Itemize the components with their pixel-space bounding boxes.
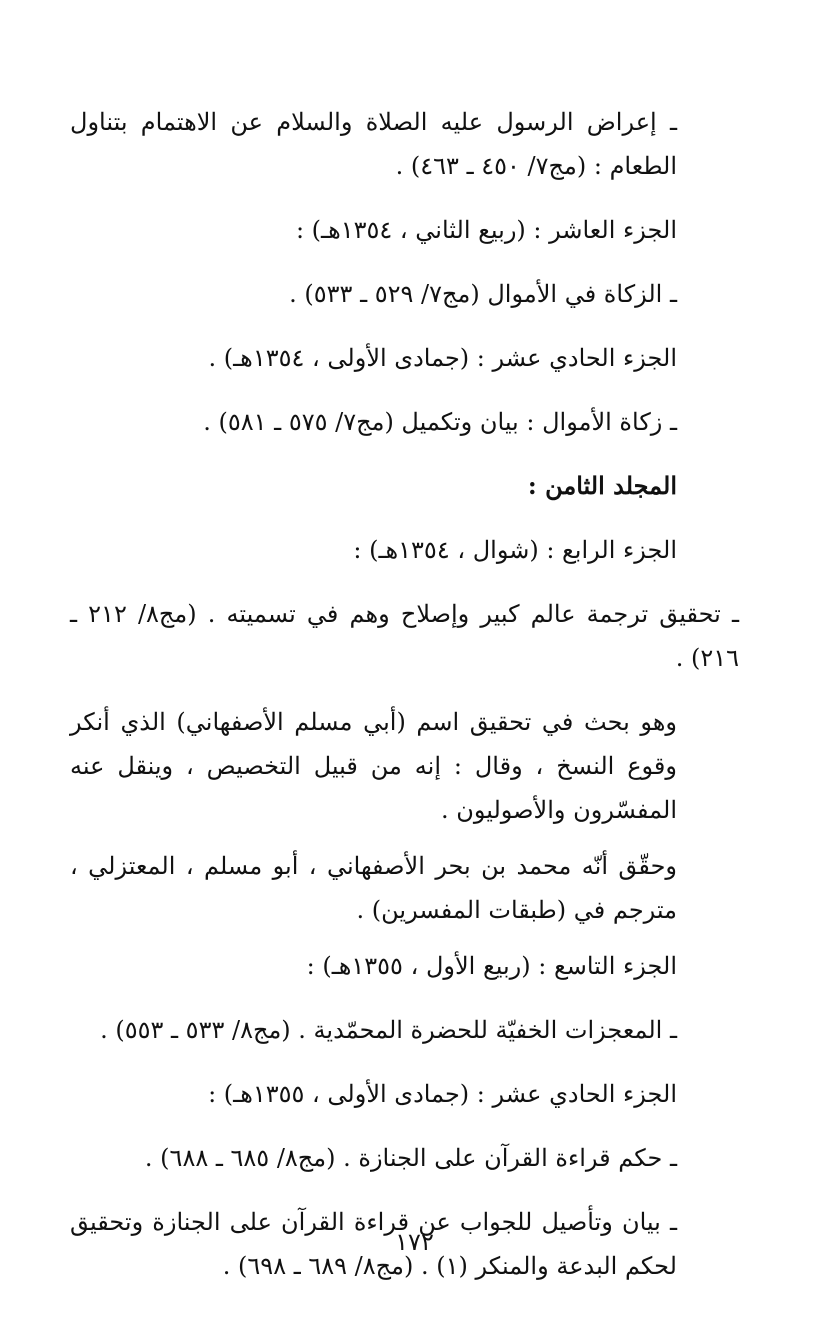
document-page bbox=[70, 100, 739, 1288]
entry-text: ـ إعراض الرسول عليه الصلاة والسلام عن الاهتمام بتناول الطعام : (مج٧/ ٤٥٠ ـ ٤٦٣) . bbox=[70, 108, 677, 180]
entry-text: ـ تحقيق ترجمة عالم كبير وإصلاح وهم في تسميته . (مج٨/ ٢١٢ ـ ٢١٦) . bbox=[70, 600, 740, 672]
body-paragraph: وحقّق أنّه محمد بن بحر الأصفهاني ، أبو مسلم ، المعتزلي ، مترجم في (طبقات المفسرين) . bbox=[70, 852, 677, 924]
entry-text: ـ الزكاة في الأموال (مج٧/ ٥٢٩ ـ ٥٣٣) . bbox=[289, 280, 677, 308]
entry-text: ـ بيان وتأصيل للجواب عن قراءة القرآن على الجنازة وتحقيق لحكم البدعة والمنكر (١) . (مج٨/ ٦٨٩ ـ ٦٩٨) . bbox=[70, 1208, 677, 1280]
page-number: ١٧٢ bbox=[395, 1228, 434, 1256]
entry-text: ـ زكاة الأموال : بيان وتكميل (مج٧/ ٥٧٥ ـ ٥٨١) . bbox=[203, 408, 677, 436]
body-paragraph: وهو بحث في تحقيق اسم (أبي مسلم الأصفهاني) الذي أنكر وقوع النسخ ، وقال : إنه من قبيل التخصيص ، وينقل عنه المفسّرون والأصوليون . bbox=[70, 708, 677, 824]
part-heading: الجزء الرابع : (شوال ، ١٣٥٤هـ) : bbox=[353, 536, 677, 564]
volume-heading: المجلد الثامن : bbox=[527, 471, 677, 500]
part-heading: الجزء التاسع : (ربيع الأول ، ١٣٥٥هـ) : bbox=[306, 952, 677, 980]
entry-text: ـ المعجزات الخفيّة للحضرة المحمّدية . (مج٨/ ٥٣٣ ـ ٥٥٣) . bbox=[100, 1016, 677, 1044]
part-heading: الجزء الحادي عشر : (جمادى الأولى ، ١٣٥٥هـ) : bbox=[208, 1080, 677, 1108]
part-heading: الجزء الحادي عشر : (جمادى الأولى ، ١٣٥٤هـ) . bbox=[208, 344, 677, 372]
part-heading: الجزء العاشر : (ربيع الثاني ، ١٣٥٤هـ) : bbox=[295, 216, 677, 244]
entry-text: ـ حكم قراءة القرآن على الجنازة . (مج٨/ ٦٨٥ ـ ٦٨٨) . bbox=[144, 1144, 677, 1172]
